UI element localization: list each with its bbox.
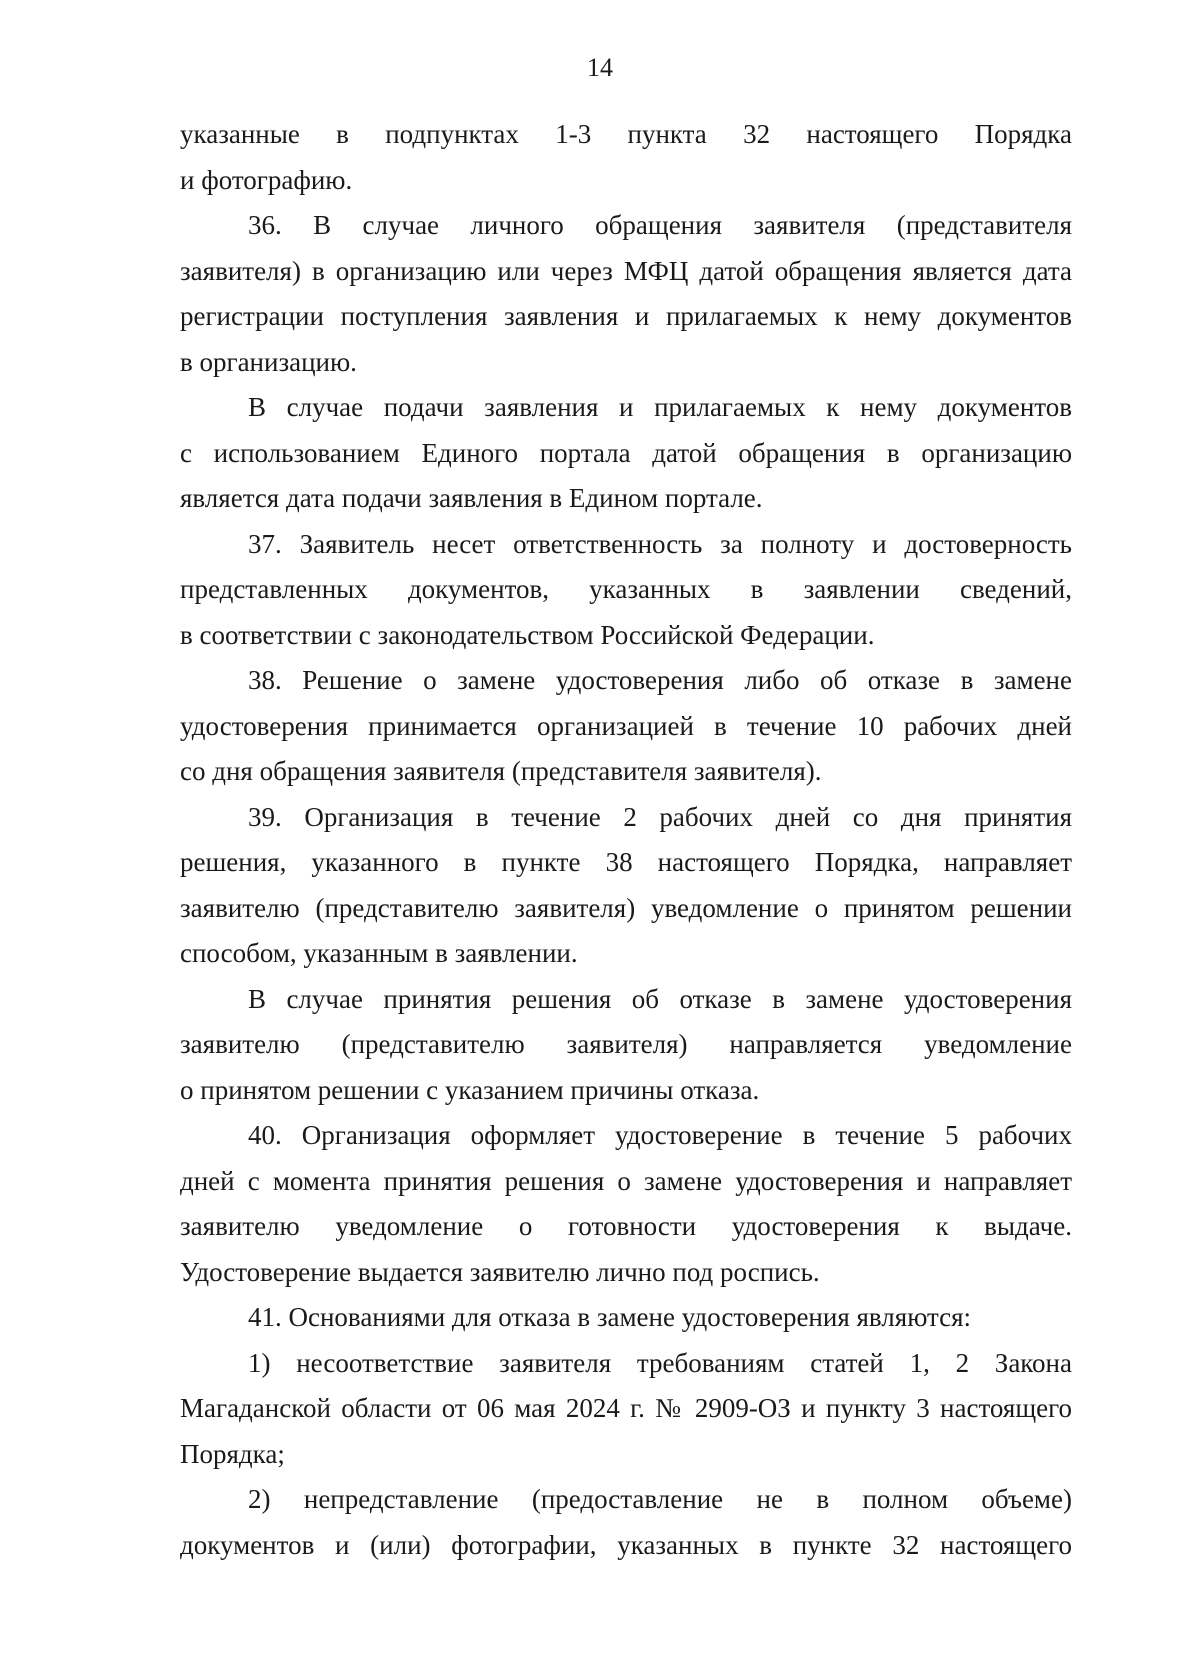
text-line: в организацию. [180, 346, 357, 377]
text-line: 40. Организация оформляет удостоверение в течение 5 рабочих [248, 1120, 1072, 1150]
paragraph-subitem-2 [180, 1477, 1072, 1568]
text-line: 41. Основаниями для отказа в замене удостоверения являются: [248, 1302, 972, 1332]
paragraph-item-37 [180, 522, 1072, 659]
text-line: 1) несоответствие заявителя требованиям статей 1, 2 Закона [248, 1347, 1072, 1378]
paragraph-item-38 [180, 658, 1072, 795]
paragraph-item-36 [180, 203, 1072, 385]
text-line: заявителя) в организацию или через МФЦ датой обращения является дата [180, 255, 1072, 286]
paragraph-continuation [180, 112, 1072, 203]
paragraph-item-39-continued [180, 977, 1072, 1114]
text-line: 37. Заявитель несет ответственность за полноту и достоверность [248, 528, 1072, 559]
text-line: 2) непредставление (предоставление не в полном объеме) [248, 1484, 1072, 1514]
text-line: документов и (или) фотографии, указанных в пункте 32 настоящего [180, 1529, 1072, 1560]
text-line: со дня обращения заявителя (представителя заявителя). [180, 756, 822, 786]
text-line: Магаданской области от 06 мая 2024 г. № 2909-ОЗ и пункту 3 настоящего [180, 1393, 1072, 1423]
text-line: 36. В случае личного обращения заявителя (представителя [248, 210, 1072, 240]
text-line: В случае принятия решения об отказе в замене удостоверения [248, 983, 1072, 1014]
paragraph-item-40 [180, 1113, 1072, 1295]
text-line: способом, указанным в заявлении. [180, 938, 578, 968]
text-line: Удостоверение выдается заявителю лично под роспись. [180, 1256, 820, 1287]
text-line: регистрации поступления заявления и прилагаемых к нему документов [180, 301, 1072, 331]
text-line: заявителю (представителю заявителя) уведомление о принятом решении [180, 892, 1072, 923]
text-line: заявителю (представителю заявителя) направляется уведомление [180, 1029, 1072, 1059]
paragraph-subitem-1 [180, 1341, 1072, 1478]
text-line: о принятом решении с указанием причины отказа. [180, 1074, 760, 1105]
text-line: является дата подачи заявления в Едином портале. [180, 483, 763, 513]
page-number: 14 [587, 53, 613, 82]
text-line: решения, указанного в пункте 38 настоящего Порядка, направляет [180, 847, 1072, 877]
text-line: Порядка; [180, 1438, 285, 1469]
text-line: 38. Решение о замене удостоверения либо об отказе в замене [248, 665, 1072, 695]
text-line: в соответствии с законодательством Российской Федерации. [180, 619, 875, 650]
text-line: заявителю уведомление о готовности удостоверения к выдаче. [180, 1211, 1072, 1241]
text-line: удостоверения принимается организацией в течение 10 рабочих дней [180, 710, 1072, 741]
paragraph-item-41 [180, 1295, 1072, 1341]
paragraph-item-39 [180, 795, 1072, 977]
text-line: с использованием Единого портала датой обращения в организацию [180, 437, 1072, 468]
text-line: представленных документов, указанных в заявлении сведений, [180, 574, 1072, 604]
text-line: указанные в подпунктах 1-3 пункта 32 настоящего Порядка [180, 119, 1072, 149]
text-line: В случае подачи заявления и прилагаемых к нему документов [248, 392, 1072, 422]
text-line: и фотографию. [180, 164, 353, 195]
paragraph-item-36-continued [180, 385, 1072, 522]
text-line: дней с момента принятия решения о замене удостоверения и направляет [180, 1165, 1072, 1196]
document-body [180, 112, 1072, 1568]
text-line: 39. Организация в течение 2 рабочих дней со дня принятия [248, 801, 1072, 832]
